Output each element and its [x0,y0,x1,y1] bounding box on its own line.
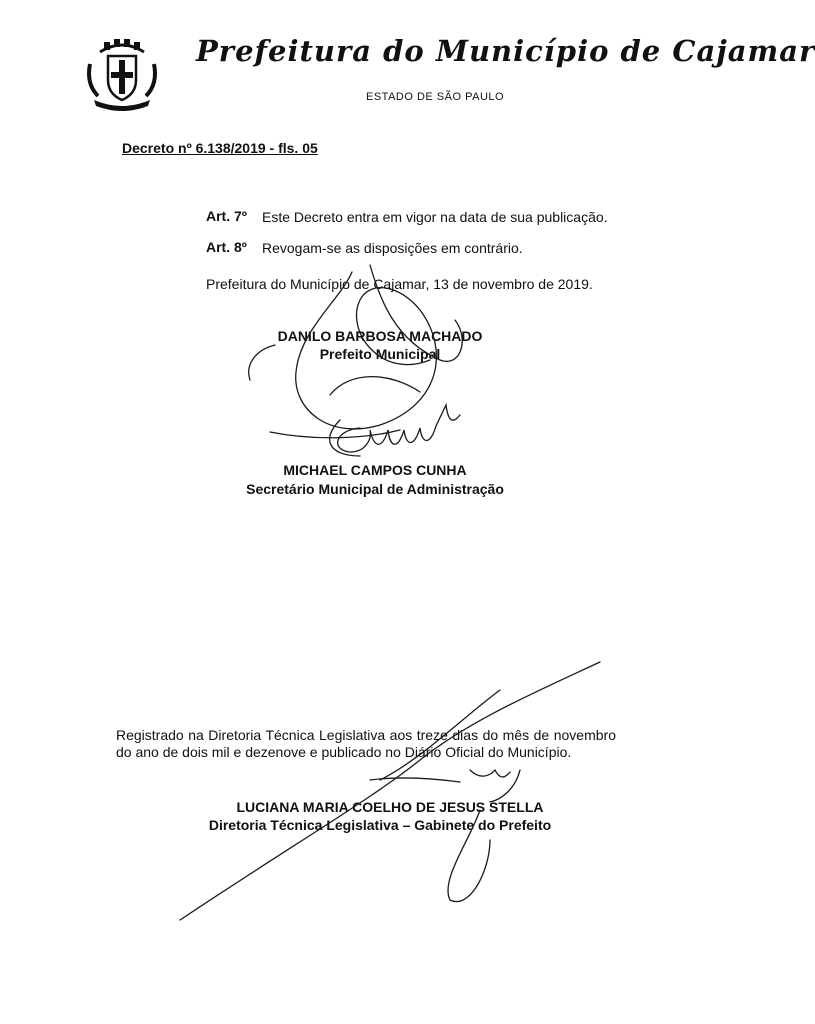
secretary-signature-stroke [330,420,360,456]
municipal-crest-icon [82,34,162,114]
secretary-role: Secretário Municipal de Administração [246,481,504,497]
article-8-text: Revogam-se as disposições em contrário. [262,240,523,256]
mayor-role: Prefeito Municipal [319,346,441,362]
dateline: Prefeitura do Município de Cajamar, 13 de novembro de 2019. [206,276,593,292]
decree-reference: Decreto nº 6.138/2019 - fls. 05 [122,140,318,156]
director-signature-stroke [490,770,520,802]
mayor-signature-stroke [330,377,420,395]
mayor-name: DANILO BARBOSA MACHADO [277,328,483,344]
registration-paragraph: Registrado na Diretoria Técnica Legislativa aos treze dias do mês de novembro do ano de dois mil e dezenove e publicado no Diário Oficial do Município. [116,727,616,760]
mayor-signature-stroke [270,430,400,438]
municipality-title: Prefeitura do Município de Cajamar [196,34,815,68]
director-signature-stroke [470,770,510,777]
secretary-name: MICHAEL CAMPOS CUNHA [283,462,467,478]
director-name: LUCIANA MARIA COELHO DE JESUS STELLA [236,799,544,815]
article-7-label: Art. 7º [206,208,247,224]
director-role: Diretoria Técnica Legislativa – Gabinete do Prefeito [208,817,552,833]
director-signature-stroke [180,662,600,920]
secretary-signature-stroke [338,405,460,452]
article-7-text: Este Decreto entra em vigor na data de sua publicação. [262,209,608,225]
article-8-label: Art. 8º [206,239,247,255]
director-signature-stroke [370,778,460,782]
state-subtitle: ESTADO DE SÃO PAULO [366,91,505,103]
